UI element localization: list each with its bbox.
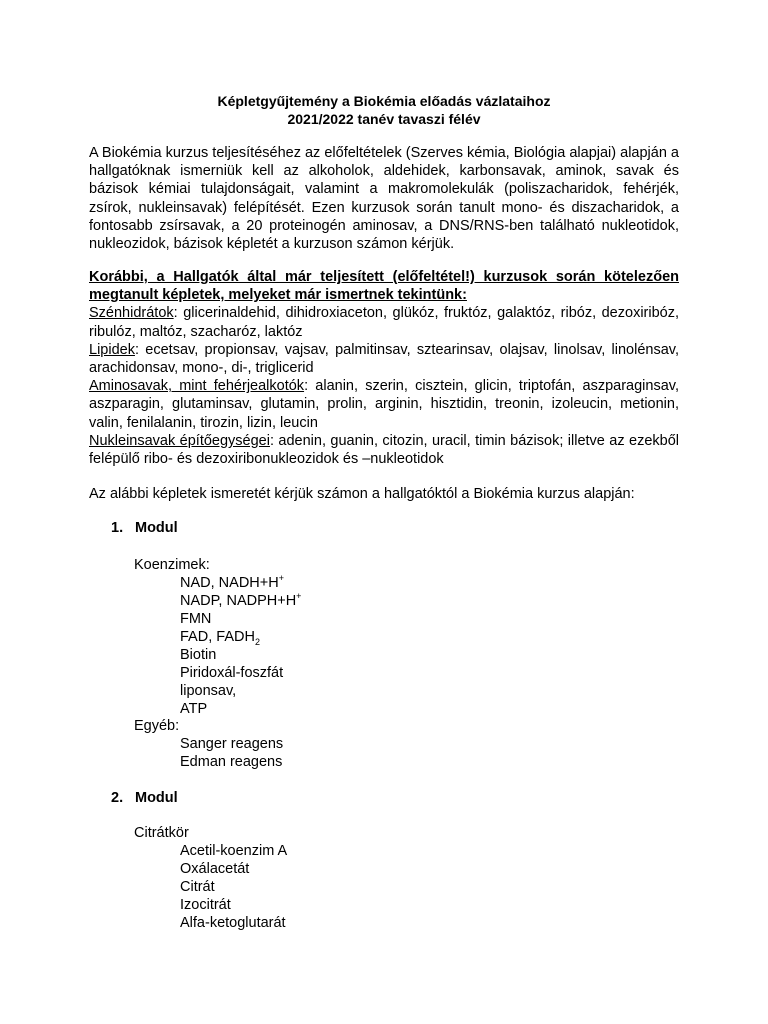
prerequisite-heading: Korábbi, a Hallgatók által már teljesített (előfeltétel!) kurzusok során kötelezően megtanult képletek, melyeket már ismertnek tekintünk: xyxy=(89,269,679,304)
module-1-number: 1. xyxy=(111,520,124,536)
coenzyme-fad xyxy=(180,628,260,646)
module-2-label: Modul xyxy=(135,790,178,806)
coenzyme-fad-text: FAD, FADH xyxy=(180,629,255,645)
coenzyme-piridoxal: Piridoxál-foszfát xyxy=(180,665,284,681)
module-1-heading xyxy=(111,519,178,537)
coenzyme-nadp xyxy=(180,592,301,610)
lipids-label: Lipidek xyxy=(89,341,135,358)
title-line-1: Képletgyűjtemény a Biokémia előadás vázlataihoz xyxy=(217,93,551,109)
citrate-item: Acetil-koenzim A xyxy=(180,843,288,859)
module-1-group-other: Egyéb: xyxy=(134,718,180,734)
module-2-group-citrate-cycle: Citrátkör xyxy=(134,825,189,841)
amino-text: : alanin, szerin, cisztein, glicin, triptofán, aszparaginsav, aszparagin, glutaminsav, glutamin, prolin, arginin, hisztidin, treonin, izoleucin, metionin, valin, fenilalanin, tirozin, lizin, leucin xyxy=(89,378,679,431)
citrate-item: Izocitrát xyxy=(180,897,231,913)
nucleic-text: : adenin, guanin, citozin, uracil, timin bázisok; illetve az ezekből felépülő ribo- és dezoxiribonukleozidok és –nukleotidok xyxy=(89,432,680,468)
reagent-edman: Edman reagens xyxy=(180,754,283,770)
carbs-label: Szénhidrátok xyxy=(89,305,174,322)
module-2-heading xyxy=(111,789,178,807)
reagent-sanger: Sanger reagens xyxy=(180,736,284,752)
coenzyme-nad-sup: + xyxy=(278,573,284,584)
coenzyme-liponsav: liponsav, xyxy=(180,683,237,699)
title-line-2: 2021/2022 tanév tavaszi félév xyxy=(287,111,481,127)
module-1-label: Modul xyxy=(135,520,178,536)
lipids-text: : ecetsav, propionsav, vajsav, palmitinsav, sztearinsav, olajsav, linolsav, linolénsav, arachidonsav, mono-, di-, triglicerid xyxy=(89,341,679,377)
amino-label: Aminosavak, mint fehérjealkotók xyxy=(89,378,305,395)
coenzyme-nad-text: NAD, NADH+H xyxy=(180,575,279,591)
citrate-item: Oxálacetát xyxy=(180,861,250,877)
document-title xyxy=(89,92,679,128)
citrate-item: Alfa-ketoglutarát xyxy=(180,915,286,931)
coenzyme-fad-sub: 2 xyxy=(254,636,260,647)
requirement-sentence: Az alábbi képletek ismeretét kérjük számon a hallgatóktól a Biokémia kurzus alapján: xyxy=(89,486,635,502)
coenzyme-nadp-sup: + xyxy=(296,591,302,602)
coenzyme-atp: ATP xyxy=(180,701,208,717)
citrate-item: Citrát xyxy=(180,879,215,895)
module-2-number: 2. xyxy=(111,790,124,806)
carbs-text: : glicerinaldehid, dihidroxiaceton, glükóz, fruktóz, galaktóz, ribóz, dezoxiribóz, ribulóz, maltóz, szacharóz, laktóz xyxy=(89,305,679,340)
coenzyme-nad xyxy=(180,574,284,592)
module-1-group-coenzymes: Koenzimek: xyxy=(134,557,210,573)
coenzyme-biotin: Biotin xyxy=(180,647,217,663)
coenzyme-fmn: FMN xyxy=(180,611,212,627)
intro-paragraph: A Biokémia kurzus teljesítéséhez az előfeltételek (Szerves kémia, Biológia alapjai) alapján a hallgatóknak ismerniük kell az alkoholok, aldehidek, karbonsavak, aminok, savak és bázisok kémiai tulajdonságait, valamint a makromolekulák (poliszacharidok, fehérjék, zsírok, nukleinsavak) felépítését. Ezen kurzusok során tanult mono- és diszacharidok, a fontosabb zsírsavak, a 20 proteinogén aminosav, a DNS/RNS-ben található nukleotidok, nukleozidok, bázisok képletét a kurzuson számon kérjük. xyxy=(89,145,679,253)
coenzyme-nadp-text: NADP, NADPH+H xyxy=(180,593,297,609)
prerequisite-section xyxy=(89,268,679,468)
nucleic-label: Nukleinsavak építőegységei xyxy=(89,432,270,449)
